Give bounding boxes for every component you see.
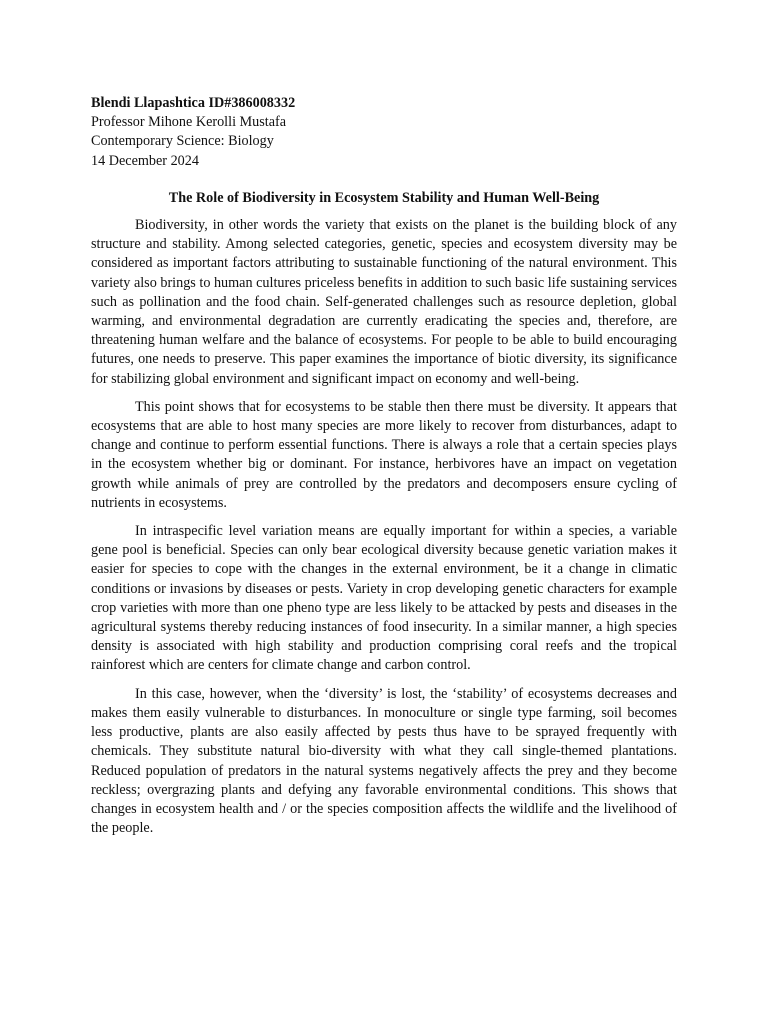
document-header [91, 94, 677, 171]
document-title: The Role of Biodiversity in Ecosystem Stability and Human Well-Being [168, 189, 600, 206]
author-line: Blendi Llapashtica ID#386008332 [91, 95, 296, 111]
paragraph-3: In intraspecific level variation means are equally important for within a species, a variable gene pool is beneficial. Species can only bear ecological diversity because genetic variation makes it easier for species to cope with the changes in the external environment, be it a change in climatic conditions or invasions by diseases or pests. Variety in crop developing genetic characters for example crop varieties with more than one pheno type are less likely to be attacked by pests and diseases in the agricultural systems thereby reducing instances of food insecurity. In a similar manner, a high species density is associated with high stability and production comprising coral reefs and the tropical rainforest which are centers for climate change and carbon control. [91, 523, 677, 674]
course-line: Contemporary Science: Biology [91, 133, 274, 150]
paragraph-2: This point shows that for ecosystems to be stable then there must be diversity. It appears that ecosystems that are able to host many species are more likely to recover from disturbances, adapt to change and continue to perform essential functions. There is always a role that a certain species plays in the ecosystem whether big or dominant. For instance, herbivores have an impact on vegetation growth while animals of prey are controlled by the predators and decomposers ensure cycling of nutrients in ecosystems. [91, 398, 677, 511]
document-page [91, 94, 677, 838]
paragraph-1: Biodiversity, in other words the variety that exists on the planet is the building block of any structure and stability. Among selected categories, genetic, species and ecosystem diversity may be considered as important factors attributing to sustainable functioning of the natural environment. This variety also brings to human cultures priceless benefits in addition to such basic life sustaining services such as pollination and the food chain. Self-generated challenges such as resource depletion, global warming, and environmental degradation are currently eradicating the species and, therefore, are threatening human welfare and the balance of ecosystems. For people to be able to build encouraging futures, one needs to preserve. This paper examines the importance of biotic diversity, its significance for stabilizing global environment and significant impact on economy and well-being. [91, 217, 677, 387]
date-line: 14 December 2024 [91, 152, 199, 169]
professor-line: Professor Mihone Kerolli Mustafa [91, 114, 287, 131]
paragraph-4: In this case, however, when the ‘diversity’ is lost, the ‘stability’ of ecosystems decreases and makes them easily vulnerable to disturbances. In monoculture or single type farming, soil becomes less productive, plants are also easily affected by pests thus have to be sprayed frequently with chemicals. They substitute natural bio-diversity with what they call single-themed plantations. Reduced population of predators in the natural systems negatively affects the prey and they become reckless; overgrazing plants and defying any favorable environmental conditions. This shows that changes in ecosystem health and / or the species composition affects the wildlife and the livelihood of the people. [91, 685, 677, 837]
